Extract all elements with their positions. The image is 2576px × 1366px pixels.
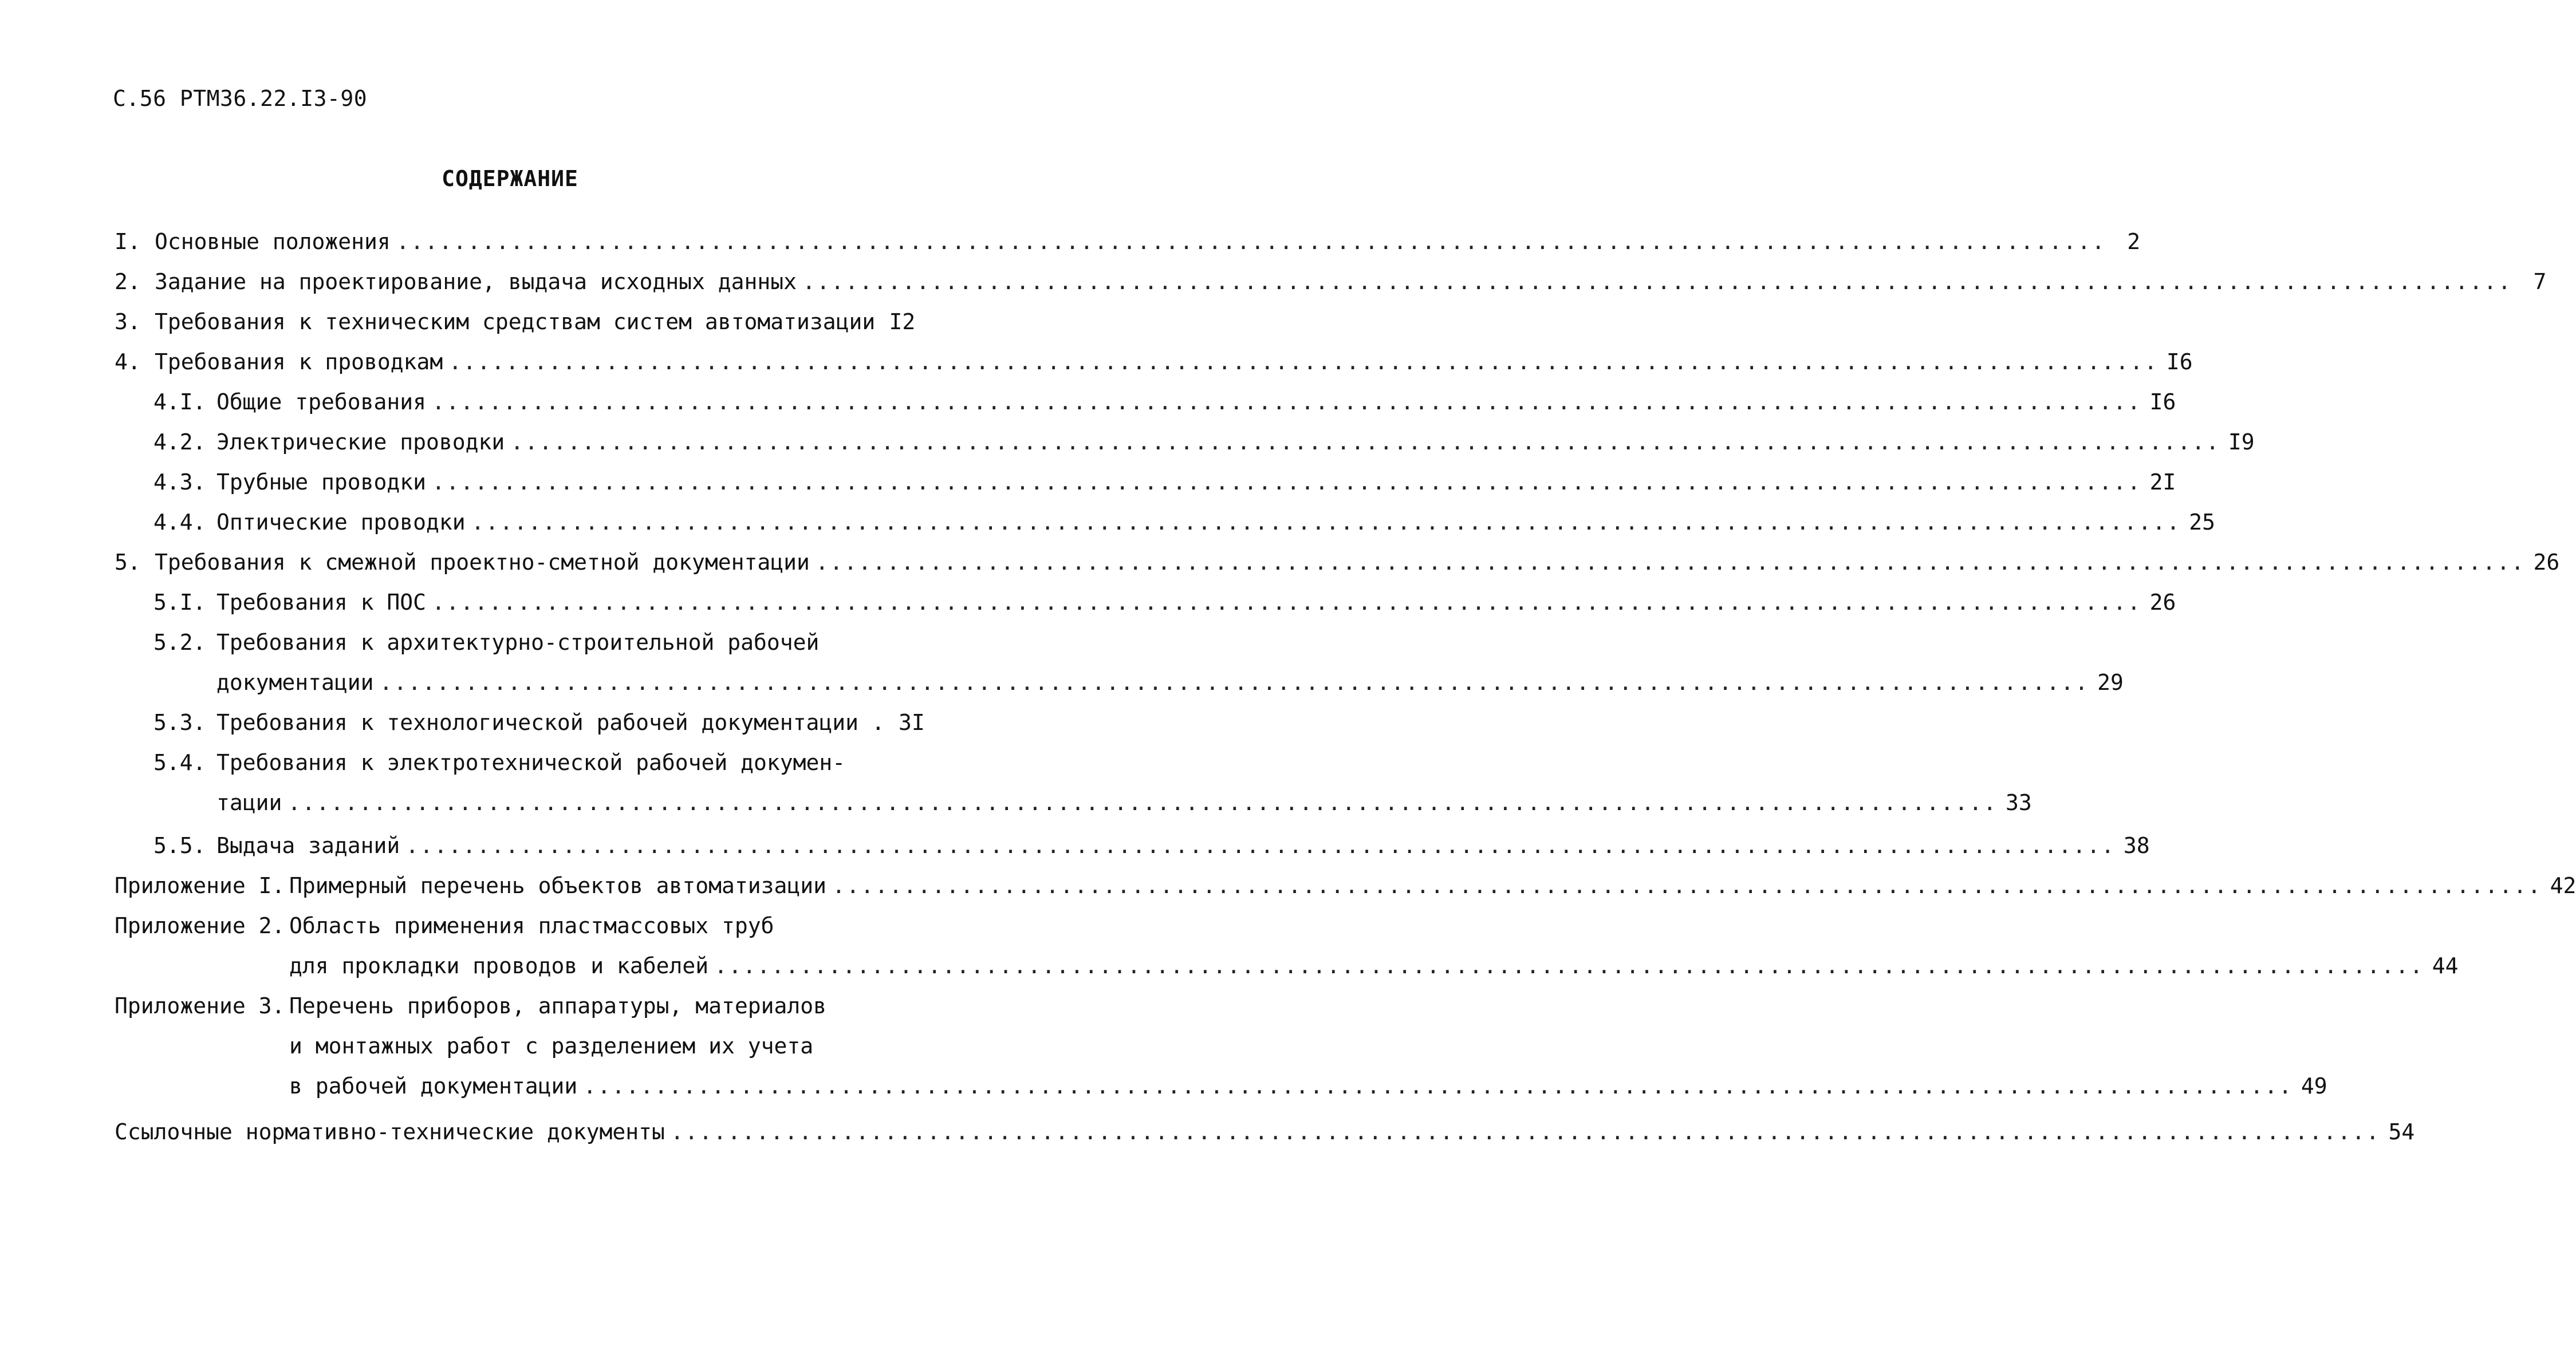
toc-entry-number: 5.2. bbox=[153, 630, 206, 655]
toc-entry-page: 33 bbox=[2005, 790, 2032, 815]
toc-entry bbox=[115, 993, 887, 1022]
toc-leader-dots: ........................................................................................................................ bbox=[510, 429, 2220, 455]
toc-entry-title: документации bbox=[216, 670, 374, 695]
toc-entry bbox=[115, 873, 2576, 902]
toc-entry-number: 5.4. bbox=[153, 750, 206, 775]
toc-leader-dots: ........................................................................................................................ bbox=[405, 833, 2116, 858]
toc-entry-title: Трубные проводки bbox=[216, 469, 427, 495]
toc-entry bbox=[216, 790, 2032, 819]
toc-entry-page: 26 bbox=[2149, 590, 2176, 615]
toc-entry-number: 5.5. bbox=[153, 833, 206, 858]
toc-entry-title: для прокладки проводов и кабелей bbox=[289, 953, 709, 978]
toc-entry-title: тации bbox=[216, 790, 282, 815]
toc-entry-title: Требования к ПОС bbox=[216, 590, 427, 615]
toc-leader-dots: ........................................................................................................................ bbox=[379, 670, 2089, 695]
toc-entry-title: Требования к проводкам bbox=[155, 349, 443, 374]
toc-entry-number: 4.4. bbox=[153, 510, 206, 535]
toc-entry-page: 7 bbox=[2533, 269, 2547, 294]
toc-entry bbox=[216, 670, 2124, 698]
toc-entry-number: 4.3. bbox=[153, 469, 206, 495]
toc-entry-title: Требования к технологической рабочей документации . bbox=[216, 710, 885, 735]
toc-entry-page: 49 bbox=[2301, 1073, 2327, 1099]
toc-entry-title: Требования к электротехнической рабочей докумен- bbox=[216, 750, 846, 775]
toc-leader-dots: ........................................................................................................................ bbox=[832, 873, 2542, 898]
toc-leader-dots: ........................................................................................................................ bbox=[287, 790, 1998, 815]
toc-entry-page: 3I bbox=[899, 710, 925, 735]
toc-entry-title: Примерный перечень объектов автоматизации bbox=[289, 873, 826, 898]
toc-entry-title: Область применения пластмассовых труб bbox=[289, 913, 774, 938]
toc-entry bbox=[115, 309, 916, 338]
toc-entry bbox=[153, 833, 2150, 862]
toc-entry-number: Приложение 2. bbox=[115, 913, 285, 938]
toc-entry-title: Требования к архитектурно-строительной рабочей bbox=[216, 630, 820, 655]
toc-entry-number: I. bbox=[115, 229, 141, 254]
toc-entry bbox=[115, 229, 2141, 258]
toc-entry bbox=[289, 1033, 887, 1062]
toc-entry-number: Приложение 3. bbox=[115, 993, 285, 1018]
toc-leader-dots: ........................................................................................................................ bbox=[396, 229, 2106, 254]
toc-entry-title: в рабочей документации bbox=[289, 1073, 578, 1099]
toc-entry-page: 2I bbox=[2149, 469, 2176, 495]
toc-entry bbox=[153, 429, 2255, 458]
toc-entry bbox=[153, 750, 887, 779]
toc-entry-title: Основные положения bbox=[155, 229, 391, 254]
toc-entry-number: 5.I. bbox=[153, 590, 206, 615]
page-header: С.56 РТМ36.22.I3-90 bbox=[113, 86, 368, 111]
toc-entry-page: I6 bbox=[2166, 349, 2193, 374]
toc-entry-page: 54 bbox=[2388, 1119, 2415, 1144]
toc-entry bbox=[115, 1119, 2415, 1148]
toc-entry-title: Выдача заданий bbox=[216, 833, 400, 858]
toc-entry bbox=[289, 1073, 2327, 1102]
toc-entry bbox=[153, 630, 887, 658]
toc-entry-title: и монтажных работ с разделением их учета bbox=[289, 1033, 814, 1059]
toc-leader-dots: ........................................................................................................................ bbox=[471, 510, 2181, 535]
toc-entry bbox=[115, 269, 2547, 298]
toc-leader-dots: ........................................................................................................................ bbox=[432, 590, 2142, 615]
toc-entry-page: 25 bbox=[2189, 510, 2216, 535]
toc-entry-page: I6 bbox=[2149, 389, 2176, 414]
toc-entry-number: 4.I. bbox=[153, 389, 206, 414]
toc-entry bbox=[115, 550, 2560, 578]
toc-entry-number: 2. bbox=[115, 269, 141, 294]
toc-leader-dots: ........................................................................................................................ bbox=[815, 550, 2526, 575]
toc-entry bbox=[153, 510, 2216, 538]
toc-entry bbox=[115, 913, 887, 942]
toc-entry bbox=[153, 710, 925, 739]
toc-leader-dots: ........................................................................................................................ bbox=[583, 1073, 2293, 1099]
toc-leader-dots: ........................................................................................................................ bbox=[432, 389, 2142, 414]
toc-leader-dots: ........................................................................................................................ bbox=[802, 269, 2512, 294]
toc-leader-dots: ........................................................................................................................ bbox=[670, 1119, 2381, 1144]
toc-leader-dots: ........................................................................................................................ bbox=[448, 349, 2159, 374]
toc-leader-dots: ........................................................................................................................ bbox=[432, 469, 2142, 495]
toc-entry-page: I2 bbox=[889, 309, 916, 334]
toc-title: СОДЕРЖАНИЕ bbox=[442, 166, 578, 191]
toc-entry-number: 4. bbox=[115, 349, 141, 374]
toc-entry-page: 26 bbox=[2533, 550, 2560, 575]
toc-entry-page: 29 bbox=[2097, 670, 2124, 695]
toc-entry-title: Электрические проводки bbox=[216, 429, 505, 455]
toc-entry-title: Оптические проводки bbox=[216, 510, 466, 535]
toc-entry-title: Требования к техническим средствам систем автоматизации bbox=[155, 309, 876, 334]
toc-entry-title: Ссылочные нормативно-технические документы bbox=[115, 1119, 665, 1144]
toc-entry bbox=[153, 590, 2176, 618]
toc-entry-page: 44 bbox=[2432, 953, 2459, 978]
toc-entry-number: 4.2. bbox=[153, 429, 206, 455]
toc-entry-title: Перечень приборов, аппаратуры, материалов bbox=[289, 993, 826, 1018]
toc-entry-number: 5. bbox=[115, 550, 141, 575]
toc-entry-title: Общие требования bbox=[216, 389, 427, 414]
toc-entry-number: 5.3. bbox=[153, 710, 206, 735]
toc-entry-page: I9 bbox=[2228, 429, 2255, 455]
toc-entry-page: 38 bbox=[2123, 833, 2150, 858]
toc-leader-dots: ........................................................................................................................ bbox=[714, 953, 2424, 978]
toc-entry bbox=[289, 953, 2459, 982]
toc-entry bbox=[115, 349, 2193, 378]
toc-entry bbox=[153, 389, 2176, 418]
toc-entry-title: Задание на проектирование, выдача исходных данных bbox=[155, 269, 797, 294]
toc-entry-title: Требования к смежной проектно-сметной документации bbox=[155, 550, 810, 575]
toc-entry-page: 2 bbox=[2127, 229, 2141, 254]
toc-entry-number: 3. bbox=[115, 309, 141, 334]
toc-entry bbox=[153, 469, 2176, 498]
toc-entry-number: Приложение I. bbox=[115, 873, 285, 898]
toc-entry-page: 42 bbox=[2550, 873, 2576, 898]
